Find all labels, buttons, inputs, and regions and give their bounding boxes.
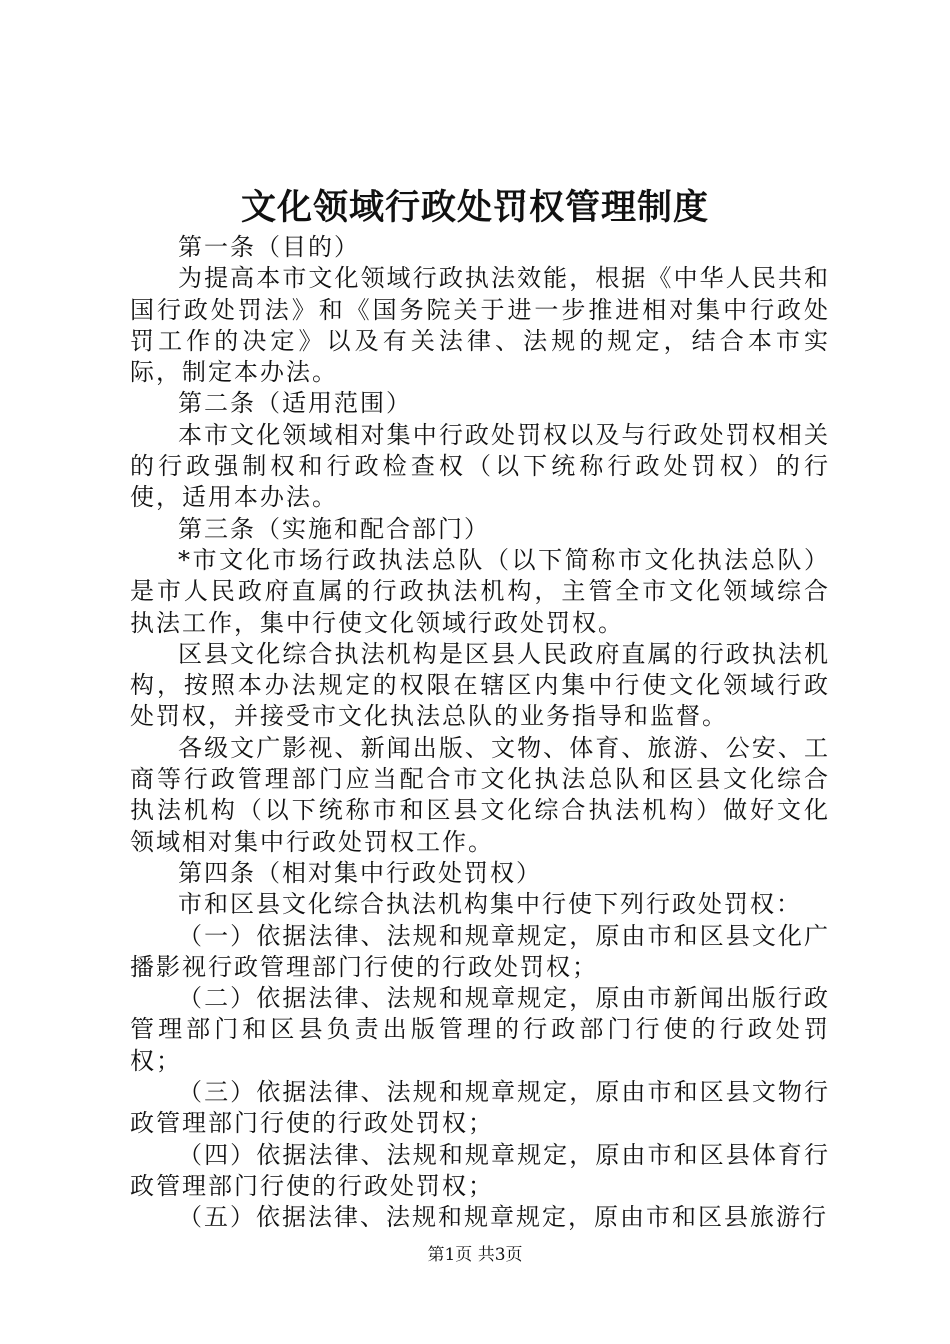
list-item: （三）依据法律、法规和规章规定，原由市和区县文物行政管理部门行使的行政处罚权； (130, 1078, 830, 1138)
document-body (130, 232, 830, 1234)
list-item: （二）依据法律、法规和规章规定，原由市新闻出版行政管理部门和区县负责出版管理的行政部门行使的行政处罚权； (130, 984, 830, 1075)
paragraph: 市和区县文化综合执法机构集中行使下列行政处罚权： (178, 890, 802, 919)
list-item: （四）依据法律、法规和规章规定，原由市和区县体育行政管理部门行使的行政处罚权； (130, 1140, 830, 1200)
paragraph: *市文化市场行政执法总队（以下简称市文化执法总队）是市人民政府直属的行政执法机构，主管全市文化领域综合执法工作，集中行使文化领域行政处罚权。 (130, 545, 830, 637)
document-title: 文化领域行政处罚权管理制度 (240, 187, 709, 228)
page-footer: 第1页 共3页 (427, 1245, 523, 1265)
article-1-heading: 第一条（目的） (178, 233, 360, 261)
article-2-heading: 第二条（适用范围） (178, 389, 412, 418)
paragraph: 本市文化领域相对集中行政处罚权以及与行政处罚权相关的行政强制权和行政检查权（以下统称行政处罚权）的行使，适用本办法。 (130, 420, 830, 512)
paragraph: 为提高本市文化领域行政执法效能，根据《中华人民共和国行政处罚法》和《国务院关于进一步推进相对集中行政处罚工作的决定》以及有关法律、法规的规定，结合本市实际，制定本办法。 (130, 264, 830, 387)
paragraph: 各级文广影视、新闻出版、文物、体育、旅游、公安、工商等行政管理部门应当配合市文化执法总队和区县文化综合执法机构（以下统称市和区县文化综合执法机构）做好文化领域相对集中行政处罚权工作。 (130, 733, 830, 856)
article-4-heading: 第四条（相对集中行政处罚权） (178, 858, 542, 887)
article-3-heading: 第三条（实施和配合部门） (178, 514, 490, 543)
list-item: （五）依据法律、法规和规章规定，原由市和区县旅游行 (178, 1203, 828, 1232)
paragraph: 区县文化综合执法机构是区县人民政府直属的行政执法机构，按照本办法规定的权限在辖区内集中行使文化领域行政处罚权，并接受市文化执法总队的业务指导和监督。 (130, 639, 830, 731)
list-item: （一）依据法律、法规和规章规定，原由市和区县文化广播影视行政管理部门行使的行政处罚权； (130, 921, 830, 981)
